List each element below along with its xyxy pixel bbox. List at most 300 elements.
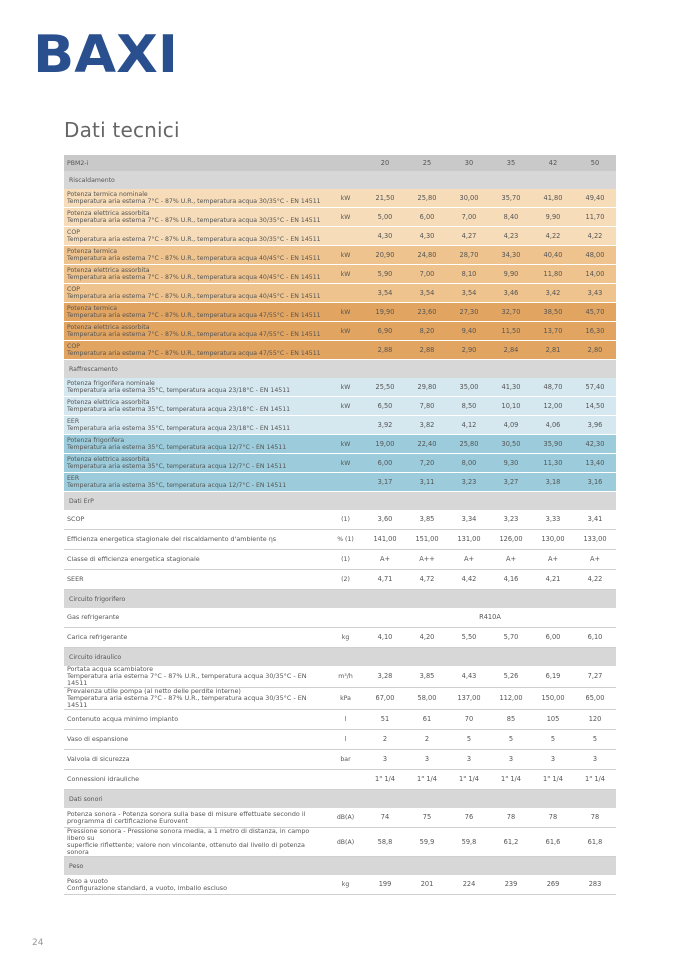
row-value: 5 bbox=[490, 730, 532, 750]
row-value: 6,00 bbox=[532, 628, 574, 648]
row-value: 11,50 bbox=[490, 322, 532, 341]
row-value: 130,00 bbox=[532, 530, 574, 550]
row-unit: (1) bbox=[327, 510, 364, 530]
row-value: 2,90 bbox=[448, 341, 490, 360]
row-value: 7,00 bbox=[448, 208, 490, 227]
row-value: 23,60 bbox=[406, 303, 448, 322]
row-value: 2,88 bbox=[364, 341, 406, 360]
row-label-main: Peso a vuoto bbox=[67, 876, 108, 885]
row-value: 49,40 bbox=[574, 189, 616, 208]
row-label bbox=[64, 770, 327, 790]
row-value: 3,85 bbox=[406, 510, 448, 530]
table-row bbox=[64, 608, 616, 628]
row-label-main: Potenza frigorifera nominale bbox=[67, 380, 155, 387]
row-value: 3,41 bbox=[574, 510, 616, 530]
section-title: Riscaldamento bbox=[64, 171, 616, 189]
row-label-main: Potenza elettrica assorbita bbox=[67, 456, 150, 463]
row-value: 201 bbox=[406, 875, 448, 895]
row-label-condition: Temperatura aria esterna 35°C, temperatura acqua 12/7°C - EN 14511 bbox=[67, 444, 287, 451]
row-label-condition: Configurazione standard, a vuoto, imballo escluso bbox=[67, 883, 228, 892]
row-label-main: Classe di efficienza energetica stagionale bbox=[67, 555, 200, 563]
row-value: 105 bbox=[532, 710, 574, 730]
row-value: 3 bbox=[364, 750, 406, 770]
row-value: 3 bbox=[532, 750, 574, 770]
row-unit: kg bbox=[327, 628, 364, 648]
header-model-35: 35 bbox=[490, 155, 532, 171]
row-value: 3 bbox=[574, 750, 616, 770]
row-label bbox=[64, 435, 327, 454]
section-title: Peso bbox=[64, 857, 616, 876]
row-value: 8,20 bbox=[406, 322, 448, 341]
row-value: 34,30 bbox=[490, 246, 532, 265]
header-model-50: 50 bbox=[574, 155, 616, 171]
section-title: Dati ErP bbox=[64, 492, 616, 511]
table-row bbox=[64, 246, 616, 265]
row-label-main: Gas refrigerante bbox=[67, 613, 120, 621]
row-label-main: COP bbox=[67, 343, 80, 350]
row-value: 41,80 bbox=[532, 189, 574, 208]
row-value: A+ bbox=[574, 550, 616, 570]
row-label bbox=[64, 303, 327, 322]
header-unit-cell bbox=[327, 155, 364, 171]
row-value: 59,9 bbox=[406, 828, 448, 857]
row-label-condition: Temperatura aria esterna 35°C, temperatura acqua 23/18°C - EN 14511 bbox=[67, 406, 291, 413]
row-label-condition: Temperatura aria esterna 7°C - 87% U.R., temperatura acqua 30/35°C - EN 14511 bbox=[67, 217, 321, 224]
row-label-condition: Temperatura aria esterna 7°C - 87% U.R., temperatura acqua 40/45°C - EN 14511 bbox=[67, 255, 321, 262]
row-unit: dB(A) bbox=[327, 808, 364, 828]
row-value: 126,00 bbox=[490, 530, 532, 550]
table-row bbox=[64, 770, 616, 790]
row-value: 7,00 bbox=[406, 265, 448, 284]
row-value: 78 bbox=[490, 808, 532, 828]
row-value: 4,10 bbox=[364, 628, 406, 648]
row-value: 1" 1/4 bbox=[406, 770, 448, 790]
row-label bbox=[64, 875, 327, 895]
row-unit bbox=[327, 473, 364, 492]
row-unit: (2) bbox=[327, 570, 364, 590]
row-value: 12,00 bbox=[532, 397, 574, 416]
row-value: 2 bbox=[406, 730, 448, 750]
table-row bbox=[64, 341, 616, 360]
row-label-main: Pressione sonora - Pressione sonora media, a 1 metro di distanza, in campo libero su bbox=[67, 827, 310, 842]
row-value: 151,00 bbox=[406, 530, 448, 550]
baxi-logo bbox=[33, 28, 178, 76]
row-label-main: Potenza elettrica assorbita bbox=[67, 267, 150, 274]
row-value: 3,43 bbox=[574, 284, 616, 303]
row-value: 269 bbox=[532, 875, 574, 895]
row-label bbox=[64, 227, 327, 246]
section-header-row bbox=[64, 590, 616, 609]
row-label-main: Connessioni idrauliche bbox=[67, 775, 140, 783]
section-header-row bbox=[64, 171, 616, 189]
row-label-condition: Temperatura aria esterna 7°C - 87% U.R., temperatura acqua 40/45°C - EN 14511 bbox=[67, 274, 321, 281]
table-row bbox=[64, 454, 616, 473]
row-value: 3,92 bbox=[364, 416, 406, 435]
row-value: A+ bbox=[490, 550, 532, 570]
table-row bbox=[64, 666, 616, 688]
row-unit: kW bbox=[327, 378, 364, 397]
row-value: 13,40 bbox=[574, 454, 616, 473]
row-value: 3,54 bbox=[448, 284, 490, 303]
row-label bbox=[64, 530, 327, 550]
header-model-25: 25 bbox=[406, 155, 448, 171]
row-label bbox=[64, 208, 327, 227]
row-label-condition: Temperatura aria esterna 7°C - 87% U.R., temperatura acqua 30/35°C - EN 14511 bbox=[67, 236, 321, 243]
table-row bbox=[64, 688, 616, 710]
row-label bbox=[64, 750, 327, 770]
table-row bbox=[64, 303, 616, 322]
page-number: 24 bbox=[32, 938, 44, 948]
row-value: 11,80 bbox=[532, 265, 574, 284]
table-row bbox=[64, 510, 616, 530]
row-label bbox=[64, 570, 327, 590]
row-value: 150,00 bbox=[532, 688, 574, 710]
row-value: 3 bbox=[448, 750, 490, 770]
row-value: 8,00 bbox=[448, 454, 490, 473]
row-value: 29,80 bbox=[406, 378, 448, 397]
row-value: 74 bbox=[364, 808, 406, 828]
row-value: 3,82 bbox=[406, 416, 448, 435]
row-value: 28,70 bbox=[448, 246, 490, 265]
row-label-condition: Temperatura aria esterna 7°C - 87% U.R., temperatura acqua 30/35°C - EN 14511 bbox=[67, 694, 307, 709]
row-value: 6,00 bbox=[406, 208, 448, 227]
table-row bbox=[64, 435, 616, 454]
row-label-main: Portata acqua scambiatore bbox=[67, 666, 154, 673]
row-value: 14,50 bbox=[574, 397, 616, 416]
table-row bbox=[64, 227, 616, 246]
row-value: 3,46 bbox=[490, 284, 532, 303]
row-value: 112,00 bbox=[490, 688, 532, 710]
row-value: 3,28 bbox=[364, 666, 406, 688]
row-value: 239 bbox=[490, 875, 532, 895]
section-header-row bbox=[64, 360, 616, 379]
row-unit: bar bbox=[327, 750, 364, 770]
row-value: 16,30 bbox=[574, 322, 616, 341]
row-label bbox=[64, 246, 327, 265]
row-label-condition: Temperatura aria esterna 7°C - 87% U.R., temperatura acqua 47/55°C - EN 14511 bbox=[67, 312, 321, 319]
row-value: 199 bbox=[364, 875, 406, 895]
row-value: 8,50 bbox=[448, 397, 490, 416]
row-label bbox=[64, 473, 327, 492]
row-value: 2,84 bbox=[490, 341, 532, 360]
row-value: 61,2 bbox=[490, 828, 532, 857]
row-value: 58,8 bbox=[364, 828, 406, 857]
row-value: 3,16 bbox=[574, 473, 616, 492]
row-value: 4,42 bbox=[448, 570, 490, 590]
row-unit bbox=[327, 284, 364, 303]
row-label bbox=[64, 666, 327, 688]
row-unit: l bbox=[327, 710, 364, 730]
row-unit: dB(A) bbox=[327, 828, 364, 857]
table-row bbox=[64, 530, 616, 550]
row-unit: kW bbox=[327, 454, 364, 473]
row-label bbox=[64, 510, 327, 530]
row-value: 6,00 bbox=[364, 454, 406, 473]
row-value: 3,23 bbox=[448, 473, 490, 492]
table-row bbox=[64, 550, 616, 570]
row-value: 3,33 bbox=[532, 510, 574, 530]
row-label-main: Potenza elettrica assorbita bbox=[67, 399, 150, 406]
row-value: 4,43 bbox=[448, 666, 490, 688]
row-unit: kPa bbox=[327, 688, 364, 710]
row-value: 4,23 bbox=[490, 227, 532, 246]
row-unit: kW bbox=[327, 435, 364, 454]
row-label-main: SCOP bbox=[67, 515, 85, 523]
row-label-condition: superficie riflettente; valore non vincolante, ottenuto dal livello di potenza sonora bbox=[67, 841, 305, 856]
row-label bbox=[64, 828, 327, 857]
row-label bbox=[64, 688, 327, 710]
row-value: 5,70 bbox=[490, 628, 532, 648]
row-value: 61 bbox=[406, 710, 448, 730]
row-value: 283 bbox=[574, 875, 616, 895]
row-label-condition: Temperatura aria esterna 35°C, temperatura acqua 12/7°C - EN 14511 bbox=[67, 463, 287, 470]
table-row bbox=[64, 189, 616, 208]
row-value: 25,50 bbox=[364, 378, 406, 397]
row-value: 3,11 bbox=[406, 473, 448, 492]
row-value: 3,85 bbox=[406, 666, 448, 688]
row-label-main: Vaso di espansione bbox=[67, 735, 129, 743]
row-value: 27,30 bbox=[448, 303, 490, 322]
row-value: 224 bbox=[448, 875, 490, 895]
row-value: 4,22 bbox=[574, 570, 616, 590]
table-row bbox=[64, 284, 616, 303]
row-value: 14,00 bbox=[574, 265, 616, 284]
row-label-main: Potenza termica bbox=[67, 305, 118, 312]
row-label-main: Efficienza energetica stagionale del riscaldamento d'ambiente ηs bbox=[67, 535, 277, 543]
row-unit: kW bbox=[327, 246, 364, 265]
row-value: 70 bbox=[448, 710, 490, 730]
row-value: 21,50 bbox=[364, 189, 406, 208]
row-value: 76 bbox=[448, 808, 490, 828]
row-label-condition: Temperatura aria esterna 7°C - 87% U.R., temperatura acqua 40/45°C - EN 14511 bbox=[67, 293, 321, 300]
row-value: 4,12 bbox=[448, 416, 490, 435]
row-unit: kW bbox=[327, 265, 364, 284]
row-unit: kW bbox=[327, 397, 364, 416]
row-unit: % (1) bbox=[327, 530, 364, 550]
row-label-main: Potenza elettrica assorbita bbox=[67, 324, 150, 331]
row-value: 4,20 bbox=[406, 628, 448, 648]
baxi-logo-text: BAXI bbox=[33, 28, 178, 76]
table-row bbox=[64, 208, 616, 227]
row-value: 41,30 bbox=[490, 378, 532, 397]
row-value: 3,60 bbox=[364, 510, 406, 530]
row-value: 5,50 bbox=[448, 628, 490, 648]
row-label bbox=[64, 808, 327, 828]
row-value: 58,00 bbox=[406, 688, 448, 710]
row-value: 6,19 bbox=[532, 666, 574, 688]
row-value: 22,40 bbox=[406, 435, 448, 454]
row-label-condition: Temperatura aria esterna 35°C, temperatura acqua 12/7°C - EN 14511 bbox=[67, 482, 287, 489]
row-value: A+ bbox=[364, 550, 406, 570]
row-label bbox=[64, 550, 327, 570]
table-row bbox=[64, 710, 616, 730]
table-row bbox=[64, 875, 616, 895]
row-label-main: Contenuto acqua minimo impianto bbox=[67, 715, 179, 723]
row-value: 2 bbox=[364, 730, 406, 750]
row-value: 8,10 bbox=[448, 265, 490, 284]
row-unit: kW bbox=[327, 189, 364, 208]
row-value: 51 bbox=[364, 710, 406, 730]
row-label-main: EER bbox=[67, 475, 80, 482]
row-value: 5 bbox=[448, 730, 490, 750]
row-label-main: Prevalenza utile pompa (al netto delle perdite interne) bbox=[67, 687, 241, 695]
table-row bbox=[64, 322, 616, 341]
row-value: 3,34 bbox=[448, 510, 490, 530]
row-label bbox=[64, 397, 327, 416]
table-row bbox=[64, 397, 616, 416]
page-title: Dati tecnici bbox=[64, 118, 180, 142]
row-value: A+ bbox=[448, 550, 490, 570]
row-value: 4,21 bbox=[532, 570, 574, 590]
row-unit: kW bbox=[327, 208, 364, 227]
row-unit bbox=[327, 416, 364, 435]
table-header-row bbox=[64, 155, 616, 171]
row-value: 20,90 bbox=[364, 246, 406, 265]
section-title: Raffrescamento bbox=[64, 360, 616, 379]
row-label bbox=[64, 265, 327, 284]
row-value: 4,30 bbox=[364, 227, 406, 246]
row-value: 45,70 bbox=[574, 303, 616, 322]
row-label-condition: programma di certificazione Eurovent bbox=[67, 816, 188, 825]
row-value: A++ bbox=[406, 550, 448, 570]
row-value: 5 bbox=[574, 730, 616, 750]
row-label-condition: Temperatura aria esterna 7°C - 87% U.R., temperatura acqua 47/55°C - EN 14511 bbox=[67, 331, 321, 338]
row-value: 67,00 bbox=[364, 688, 406, 710]
row-label-main: COP bbox=[67, 229, 80, 236]
row-label bbox=[64, 454, 327, 473]
row-value: 4,30 bbox=[406, 227, 448, 246]
row-unit bbox=[327, 608, 364, 628]
row-value: 4,71 bbox=[364, 570, 406, 590]
section-header-row bbox=[64, 857, 616, 876]
row-unit: kW bbox=[327, 322, 364, 341]
row-value: A+ bbox=[532, 550, 574, 570]
row-value: 35,70 bbox=[490, 189, 532, 208]
header-model-30: 30 bbox=[448, 155, 490, 171]
row-value: 3 bbox=[406, 750, 448, 770]
row-label-condition: Temperatura aria esterna 7°C - 87% U.R., temperatura acqua 47/55°C - EN 14511 bbox=[67, 350, 321, 357]
section-title: Circuito idraulico bbox=[64, 648, 616, 667]
row-label bbox=[64, 628, 327, 648]
row-value: 3,42 bbox=[532, 284, 574, 303]
row-label bbox=[64, 608, 327, 628]
row-unit: l bbox=[327, 730, 364, 750]
row-value: 120 bbox=[574, 710, 616, 730]
row-label-main: COP bbox=[67, 286, 80, 293]
table-row bbox=[64, 473, 616, 492]
row-label bbox=[64, 416, 327, 435]
row-value: 59,8 bbox=[448, 828, 490, 857]
row-value: 137,00 bbox=[448, 688, 490, 710]
row-value: 24,80 bbox=[406, 246, 448, 265]
row-label-condition: Temperatura aria esterna 35°C, temperatura acqua 23/18°C - EN 14511 bbox=[67, 425, 291, 432]
row-value: 35,90 bbox=[532, 435, 574, 454]
row-value: 61,8 bbox=[574, 828, 616, 857]
row-value: 30,50 bbox=[490, 435, 532, 454]
row-value: 9,90 bbox=[532, 208, 574, 227]
row-value: 5 bbox=[532, 730, 574, 750]
section-header-row bbox=[64, 648, 616, 667]
row-value: 4,27 bbox=[448, 227, 490, 246]
row-label-main: Potenza sonora - Potenza sonora sulla base di misure effettuate secondo il bbox=[67, 809, 306, 818]
row-label bbox=[64, 730, 327, 750]
row-value: 3,27 bbox=[490, 473, 532, 492]
row-value: 6,10 bbox=[574, 628, 616, 648]
row-value: 75 bbox=[406, 808, 448, 828]
row-value: 61,6 bbox=[532, 828, 574, 857]
row-value: 4,16 bbox=[490, 570, 532, 590]
table-row bbox=[64, 570, 616, 590]
row-value: 3,54 bbox=[364, 284, 406, 303]
section-title: Circuito frigorifero bbox=[64, 590, 616, 609]
table-row bbox=[64, 416, 616, 435]
row-unit: kg bbox=[327, 875, 364, 895]
row-value: 11,30 bbox=[532, 454, 574, 473]
row-value: 48,70 bbox=[532, 378, 574, 397]
row-value: 1" 1/4 bbox=[532, 770, 574, 790]
row-label-condition: Temperatura aria esterna 7°C - 87% U.R., temperatura acqua 30/35°C - EN 14511 bbox=[67, 198, 321, 205]
row-value: 3 bbox=[490, 750, 532, 770]
row-value: 78 bbox=[574, 808, 616, 828]
row-value: 65,00 bbox=[574, 688, 616, 710]
row-unit bbox=[327, 770, 364, 790]
row-value: 9,40 bbox=[448, 322, 490, 341]
row-value: 133,00 bbox=[574, 530, 616, 550]
row-value: 4,09 bbox=[490, 416, 532, 435]
row-value: 2,88 bbox=[406, 341, 448, 360]
row-value: 4,22 bbox=[574, 227, 616, 246]
row-value: 35,00 bbox=[448, 378, 490, 397]
row-value: 4,22 bbox=[532, 227, 574, 246]
row-value: 9,90 bbox=[490, 265, 532, 284]
row-value: 19,90 bbox=[364, 303, 406, 322]
table-row bbox=[64, 730, 616, 750]
row-value: 4,06 bbox=[532, 416, 574, 435]
row-value: 6,90 bbox=[364, 322, 406, 341]
row-value: 32,70 bbox=[490, 303, 532, 322]
row-label-main: SEER bbox=[67, 575, 84, 583]
table-row bbox=[64, 828, 616, 857]
row-value: 5,90 bbox=[364, 265, 406, 284]
row-value: 42,30 bbox=[574, 435, 616, 454]
row-label bbox=[64, 322, 327, 341]
row-unit bbox=[327, 227, 364, 246]
row-value: 38,50 bbox=[532, 303, 574, 322]
header-model-42: 42 bbox=[532, 155, 574, 171]
row-value: 5,00 bbox=[364, 208, 406, 227]
row-label-main: Potenza termica bbox=[67, 248, 118, 255]
row-value: 3,54 bbox=[406, 284, 448, 303]
row-label bbox=[64, 378, 327, 397]
row-value: 1" 1/4 bbox=[574, 770, 616, 790]
row-value: 3,23 bbox=[490, 510, 532, 530]
row-value: 5,26 bbox=[490, 666, 532, 688]
row-value: 7,20 bbox=[406, 454, 448, 473]
table-row bbox=[64, 628, 616, 648]
row-unit: m³/h bbox=[327, 666, 364, 688]
section-header-row bbox=[64, 492, 616, 511]
row-label-main: Potenza frigorifera bbox=[67, 437, 125, 444]
row-value: 2,81 bbox=[532, 341, 574, 360]
technical-data-table bbox=[64, 155, 616, 895]
row-label-main: Carica refrigerante bbox=[67, 633, 128, 641]
row-value: 3,17 bbox=[364, 473, 406, 492]
section-header-row bbox=[64, 790, 616, 809]
row-value: 2,80 bbox=[574, 341, 616, 360]
row-label-main: Valvola di sicurezza bbox=[67, 755, 130, 763]
table-row bbox=[64, 265, 616, 284]
section-title: Dati sonori bbox=[64, 790, 616, 809]
